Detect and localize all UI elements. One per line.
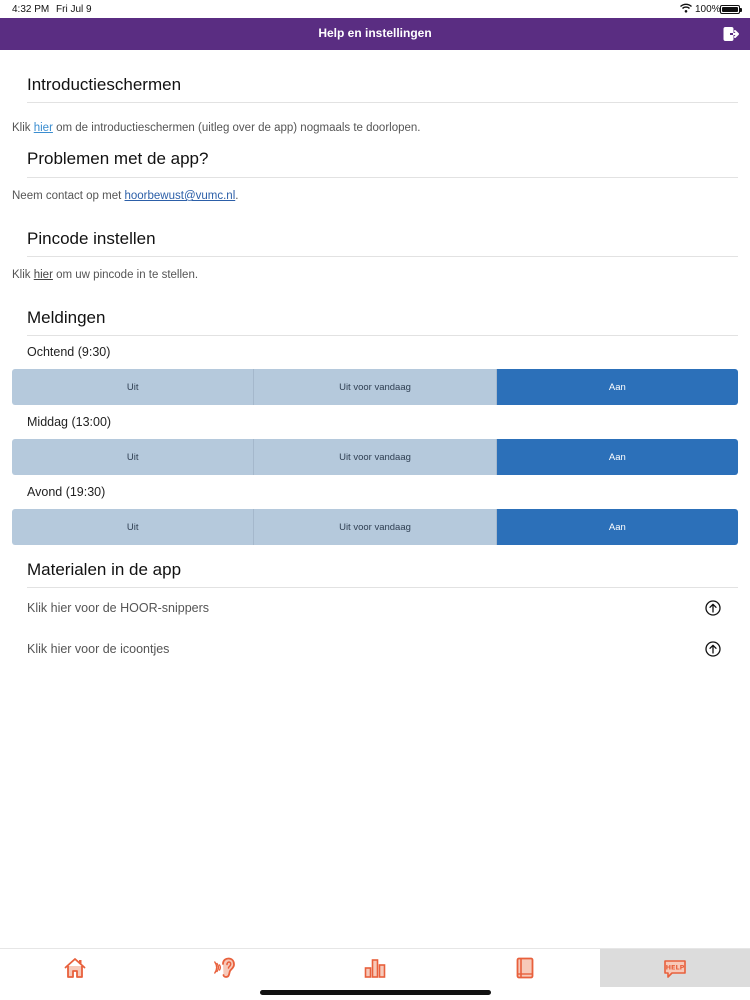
segment-off[interactable]: Uit (12, 369, 254, 405)
problems-text: Neem contact op met hoorbewust@vumc.nl. (12, 190, 239, 202)
tab-hearing[interactable] (150, 949, 300, 987)
status-bar (0, 0, 750, 18)
tab-library[interactable] (450, 949, 600, 987)
divider (27, 335, 738, 336)
help-icon-label: HELP (665, 963, 685, 972)
arrow-up-circle-icon[interactable] (705, 641, 721, 657)
segment-off-today[interactable]: Uit voor vandaag (254, 439, 496, 475)
battery-percentage: 100% (695, 4, 721, 15)
materials-item-snippers[interactable] (27, 601, 738, 615)
arrow-up-circle-icon[interactable] (705, 600, 721, 616)
divider (27, 587, 738, 588)
intro-text: Klik hier om de introductieschermen (uitleg over de app) nogmaals te doorlopen. (12, 122, 421, 134)
home-indicator (260, 990, 491, 995)
wifi-icon (680, 3, 692, 13)
page-title: Help en instellingen (318, 26, 432, 40)
notification-label-afternoon: Middag (13:00) (27, 415, 112, 429)
segmented-control-afternoon (12, 439, 738, 475)
help-icon (663, 956, 687, 980)
email-link[interactable]: hoorbewust@vumc.nl (124, 190, 236, 202)
segment-on[interactable]: Aan (497, 439, 738, 475)
materials-item-label: Klik hier voor de HOOR-snippers (27, 601, 210, 615)
section-title-materials: Materialen in de app (27, 560, 182, 579)
segment-on[interactable]: Aan (497, 369, 738, 405)
status-time: 4:32 PM (12, 4, 50, 15)
segment-off-today[interactable]: Uit voor vandaag (254, 509, 496, 545)
materials-item-label: Klik hier voor de icoontjes (27, 642, 170, 656)
tab-help[interactable] (600, 949, 750, 987)
header-bar (0, 18, 750, 50)
section-title-pincode: Pincode instellen (27, 229, 156, 248)
pincode-link[interactable]: hier (33, 269, 53, 281)
section-title-problems: Problemen met de app? (27, 149, 209, 168)
segment-on[interactable]: Aan (497, 509, 738, 545)
battery-icon (720, 5, 740, 14)
divider (27, 177, 738, 178)
segment-off[interactable]: Uit (12, 439, 254, 475)
segment-off-today[interactable]: Uit voor vandaag (254, 369, 496, 405)
notification-label-morning: Ochtend (9:30) (27, 345, 111, 359)
logout-icon[interactable] (722, 25, 740, 43)
section-title-notifications: Meldingen (27, 308, 106, 327)
section-title-intro: Introductieschermen (27, 75, 182, 94)
notification-label-evening: Avond (19:30) (27, 485, 106, 499)
book-icon (513, 956, 537, 980)
home-icon (63, 956, 87, 980)
status-date: Fri Jul 9 (56, 4, 92, 15)
pincode-text: Klik hier om uw pincode in te stellen. (12, 269, 199, 281)
tab-statistics[interactable] (300, 949, 450, 987)
divider (27, 102, 738, 103)
divider (27, 256, 738, 257)
segmented-control-morning (12, 369, 738, 405)
intro-link[interactable]: hier (33, 122, 53, 134)
tab-home[interactable] (0, 949, 150, 987)
segmented-control-evening (12, 509, 738, 545)
bar-chart-icon (363, 956, 387, 980)
materials-item-icons[interactable] (27, 642, 738, 656)
hearing-icon (213, 956, 237, 980)
segment-off[interactable]: Uit (12, 509, 254, 545)
